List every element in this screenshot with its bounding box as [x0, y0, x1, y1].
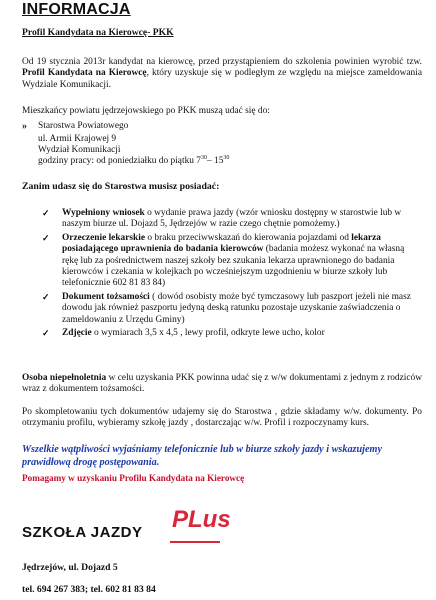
- requirements-heading: Zanim udasz się do Starostwa musisz posiadać:: [22, 181, 220, 192]
- contact-address: Jędrzejów, ul. Dojazd 5: [22, 562, 118, 573]
- hours-sup-1: 30: [200, 154, 207, 161]
- address-line-3: Wydział Komunikacji: [38, 145, 121, 155]
- item2-bold-1: Orzeczenie lekarskie: [62, 232, 146, 243]
- list-item: [38, 328, 420, 339]
- item1-text: o wydanie prawa jazdy (wzór wniosku dostępny w starostwie lub w naszym biurze ul. Dojazd 5, Jędrzejów w razie czego chętnie pomożemy.): [62, 208, 402, 230]
- school-name: SZKOŁA JAZDY: [22, 524, 143, 541]
- check-icon: ✓: [42, 328, 50, 339]
- contact-phone: tel. 694 267 383; tel. 602 81 83 84: [22, 584, 156, 595]
- item4-bold: Zdjęcie: [62, 328, 92, 339]
- office-hours: [38, 156, 229, 167]
- check-icon: ✓: [42, 208, 50, 218]
- address-line-2: ul. Armii Krajowej 9: [38, 134, 117, 144]
- blue-note: Wszelkie wątpliwości wyjaśniamy telefonicznie lub w biurze szkoły jazdy i wskazujemy prawidłową drogę postępowania.: [22, 444, 382, 468]
- arrow-bullet: »: [22, 121, 27, 132]
- item1-bold: Wypełniony wniosek: [62, 208, 145, 218]
- list-item: [38, 292, 420, 326]
- residents-paragraph: Mieszkańcy powiatu jędrzejowskiego po PKK muszą udać się do:: [22, 106, 270, 116]
- logo-underline: [170, 541, 220, 543]
- item2-text-1: o braku przeciwwskazań do kierowania pojazdami od: [145, 232, 352, 243]
- after-paragraph: Po skompletowaniu tych dokumentów udajemy się do Starostwa , gdzie składamy w/w. dokumenty. Po otrzymaniu profilu, wybieramy szkołę jazdy , dostarczając w/w. Profil i rozpoczynamy kurs.: [22, 407, 422, 429]
- list-item: [38, 208, 420, 231]
- page-title: INFORMACJA: [22, 1, 131, 18]
- requirements-list: [38, 208, 420, 341]
- item3-text: ( dowód osobisty może być tymczasowy lub paszport jeżeli nie masz dowodu jak również paszportu jedyną deską ratunku pozostaje uzyskanie zaświadczenia o zameldowaniu z Urzędu Gminy): [62, 291, 411, 325]
- item3-bold: Dokument tożsamości: [62, 291, 150, 302]
- hours-sup-2: 30: [223, 154, 230, 161]
- check-icon: ✓: [42, 232, 50, 243]
- minor-bold: Osoba niepełnoletnia: [22, 373, 107, 383]
- minor-text: w celu uzyskania PKK powinna udać się z w/w dokumentami z jednym z rodziców wraz z dokumentem tożsamości.: [22, 373, 422, 395]
- item2-bold-2: lekarza posiadającego uprawnienia do badania kierowców: [62, 232, 381, 255]
- item4-text: o wymiarach 3,5 x 4,5 , lewy profil, odkryte lewe ucho, kolor: [91, 328, 325, 339]
- red-note: Pomagamy w uzyskaniu Profilu Kandydata na Kierowcę: [22, 473, 245, 483]
- address-line-1: Starostwa Powiatowego: [38, 121, 129, 131]
- intro-text-2: , który uzyskuje się w podległym ze względu na miejsce zameldowania Wydziale Komunikacji.: [22, 68, 422, 90]
- list-item: [38, 233, 420, 290]
- minor-paragraph: [22, 373, 422, 396]
- plus-logo: PLus: [172, 506, 231, 533]
- intro-paragraph: [22, 57, 422, 91]
- hours-mid: – 15: [206, 156, 224, 166]
- item2-text-2: (badania możesz wykonać na własną rękę lub za pośrednictwem naszej szkoły bez szukania lekarza uprawnionego do badania kierowców i czekania w kolejkach po wcześniejszym uzgodnieniu w biurze szkoły lub telefonicznie 602 81 83 84): [62, 244, 405, 289]
- check-icon: ✓: [42, 291, 50, 302]
- intro-bold: Profil Kandydata na Kierowcę: [22, 68, 147, 79]
- subheading: Profil Kandydata na Kierowcę- PKK: [22, 27, 174, 38]
- hours-prefix: godziny pracy: od poniedziałku do piątku 7: [38, 156, 201, 166]
- intro-text-1: Od 19 stycznia 2013r kandydat na kierowcę, przed przystąpieniem do szkolenia powinien wyrobić tzw.: [22, 57, 422, 67]
